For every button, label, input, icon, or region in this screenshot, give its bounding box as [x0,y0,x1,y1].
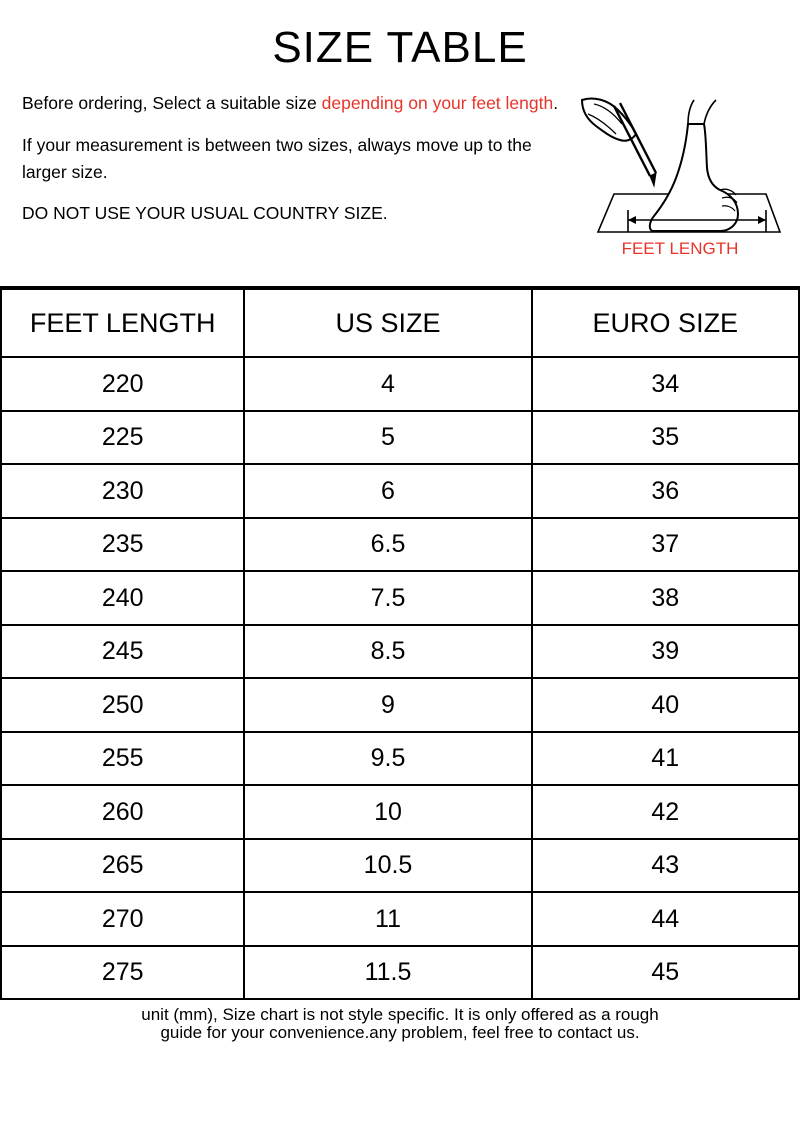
table-row [1,411,799,465]
cell-feet-length: 250 [1,678,244,732]
cell-euro-size: 34 [532,357,799,411]
illustration-caption: FEET LENGTH [621,239,739,259]
cell-euro-size: 36 [532,464,799,518]
cell-us-size: 6.5 [244,518,531,572]
cell-feet-length: 225 [1,411,244,465]
intro-line-1-highlight: depending on your feet length [321,93,554,114]
intro-line-3: DO NOT USE YOUR USUAL COUNTRY SIZE. [22,202,388,223]
cell-us-size: 7.5 [244,571,531,625]
cell-us-size: 9 [244,678,531,732]
table-row [1,839,799,893]
table-row [1,464,799,518]
intro-line-1-suffix: . [553,93,559,114]
size-table [0,288,800,1000]
cell-feet-length: 220 [1,357,244,411]
column-header-euro-size: EURO SIZE [532,289,799,357]
cell-euro-size: 45 [532,946,799,1000]
table-row [1,518,799,572]
cell-euro-size: 38 [532,571,799,625]
column-header-us-size: US SIZE [244,289,531,357]
cell-feet-length: 270 [1,892,244,946]
table-row [1,571,799,625]
table-row [1,946,799,1000]
cell-euro-size: 35 [532,411,799,465]
intro-text-block [0,90,560,227]
footnote [0,1000,800,1042]
table-row [1,678,799,732]
intro-section [0,82,800,280]
cell-feet-length: 255 [1,732,244,786]
cell-us-size: 11.5 [244,946,531,1000]
cell-euro-size: 44 [532,892,799,946]
table-row [1,892,799,946]
table-row [1,732,799,786]
table-row [1,357,799,411]
column-header-feet-length: FEET LENGTH [1,289,244,357]
cell-feet-length: 260 [1,785,244,839]
cell-us-size: 10 [244,785,531,839]
intro-line-1 [22,90,560,117]
size-chart-page [0,24,800,1122]
cell-euro-size: 41 [532,732,799,786]
intro-line-1-prefix: Before ordering, Select a suitable size [22,93,322,114]
cell-us-size: 4 [244,357,531,411]
table-row [1,625,799,679]
foot-measurement-illustration [570,82,790,267]
table-header-row [1,289,799,357]
cell-us-size: 6 [244,464,531,518]
footnote-line-2: guide for your convenience.any problem, feel free to contact us. [160,1023,640,1043]
cell-us-size: 9.5 [244,732,531,786]
cell-euro-size: 43 [532,839,799,893]
cell-euro-size: 40 [532,678,799,732]
cell-feet-length: 240 [1,571,244,625]
cell-feet-length: 245 [1,625,244,679]
cell-feet-length: 265 [1,839,244,893]
cell-feet-length: 235 [1,518,244,572]
cell-euro-size: 39 [532,625,799,679]
cell-us-size: 10.5 [244,839,531,893]
cell-us-size: 8.5 [244,625,531,679]
cell-feet-length: 230 [1,464,244,518]
cell-us-size: 5 [244,411,531,465]
cell-euro-size: 37 [532,518,799,572]
table-row [1,785,799,839]
cell-us-size: 11 [244,892,531,946]
size-table-head [1,289,799,357]
cell-feet-length: 275 [1,946,244,1000]
footnote-line-1: unit (mm), Size chart is not style specific. It is only offered as a rough [141,1005,659,1025]
cell-euro-size: 42 [532,785,799,839]
size-table-body [1,357,799,999]
intro-line-2: If your measurement is between two sizes, always move up to the larger size. [22,134,532,182]
page-title: SIZE TABLE [272,23,528,72]
